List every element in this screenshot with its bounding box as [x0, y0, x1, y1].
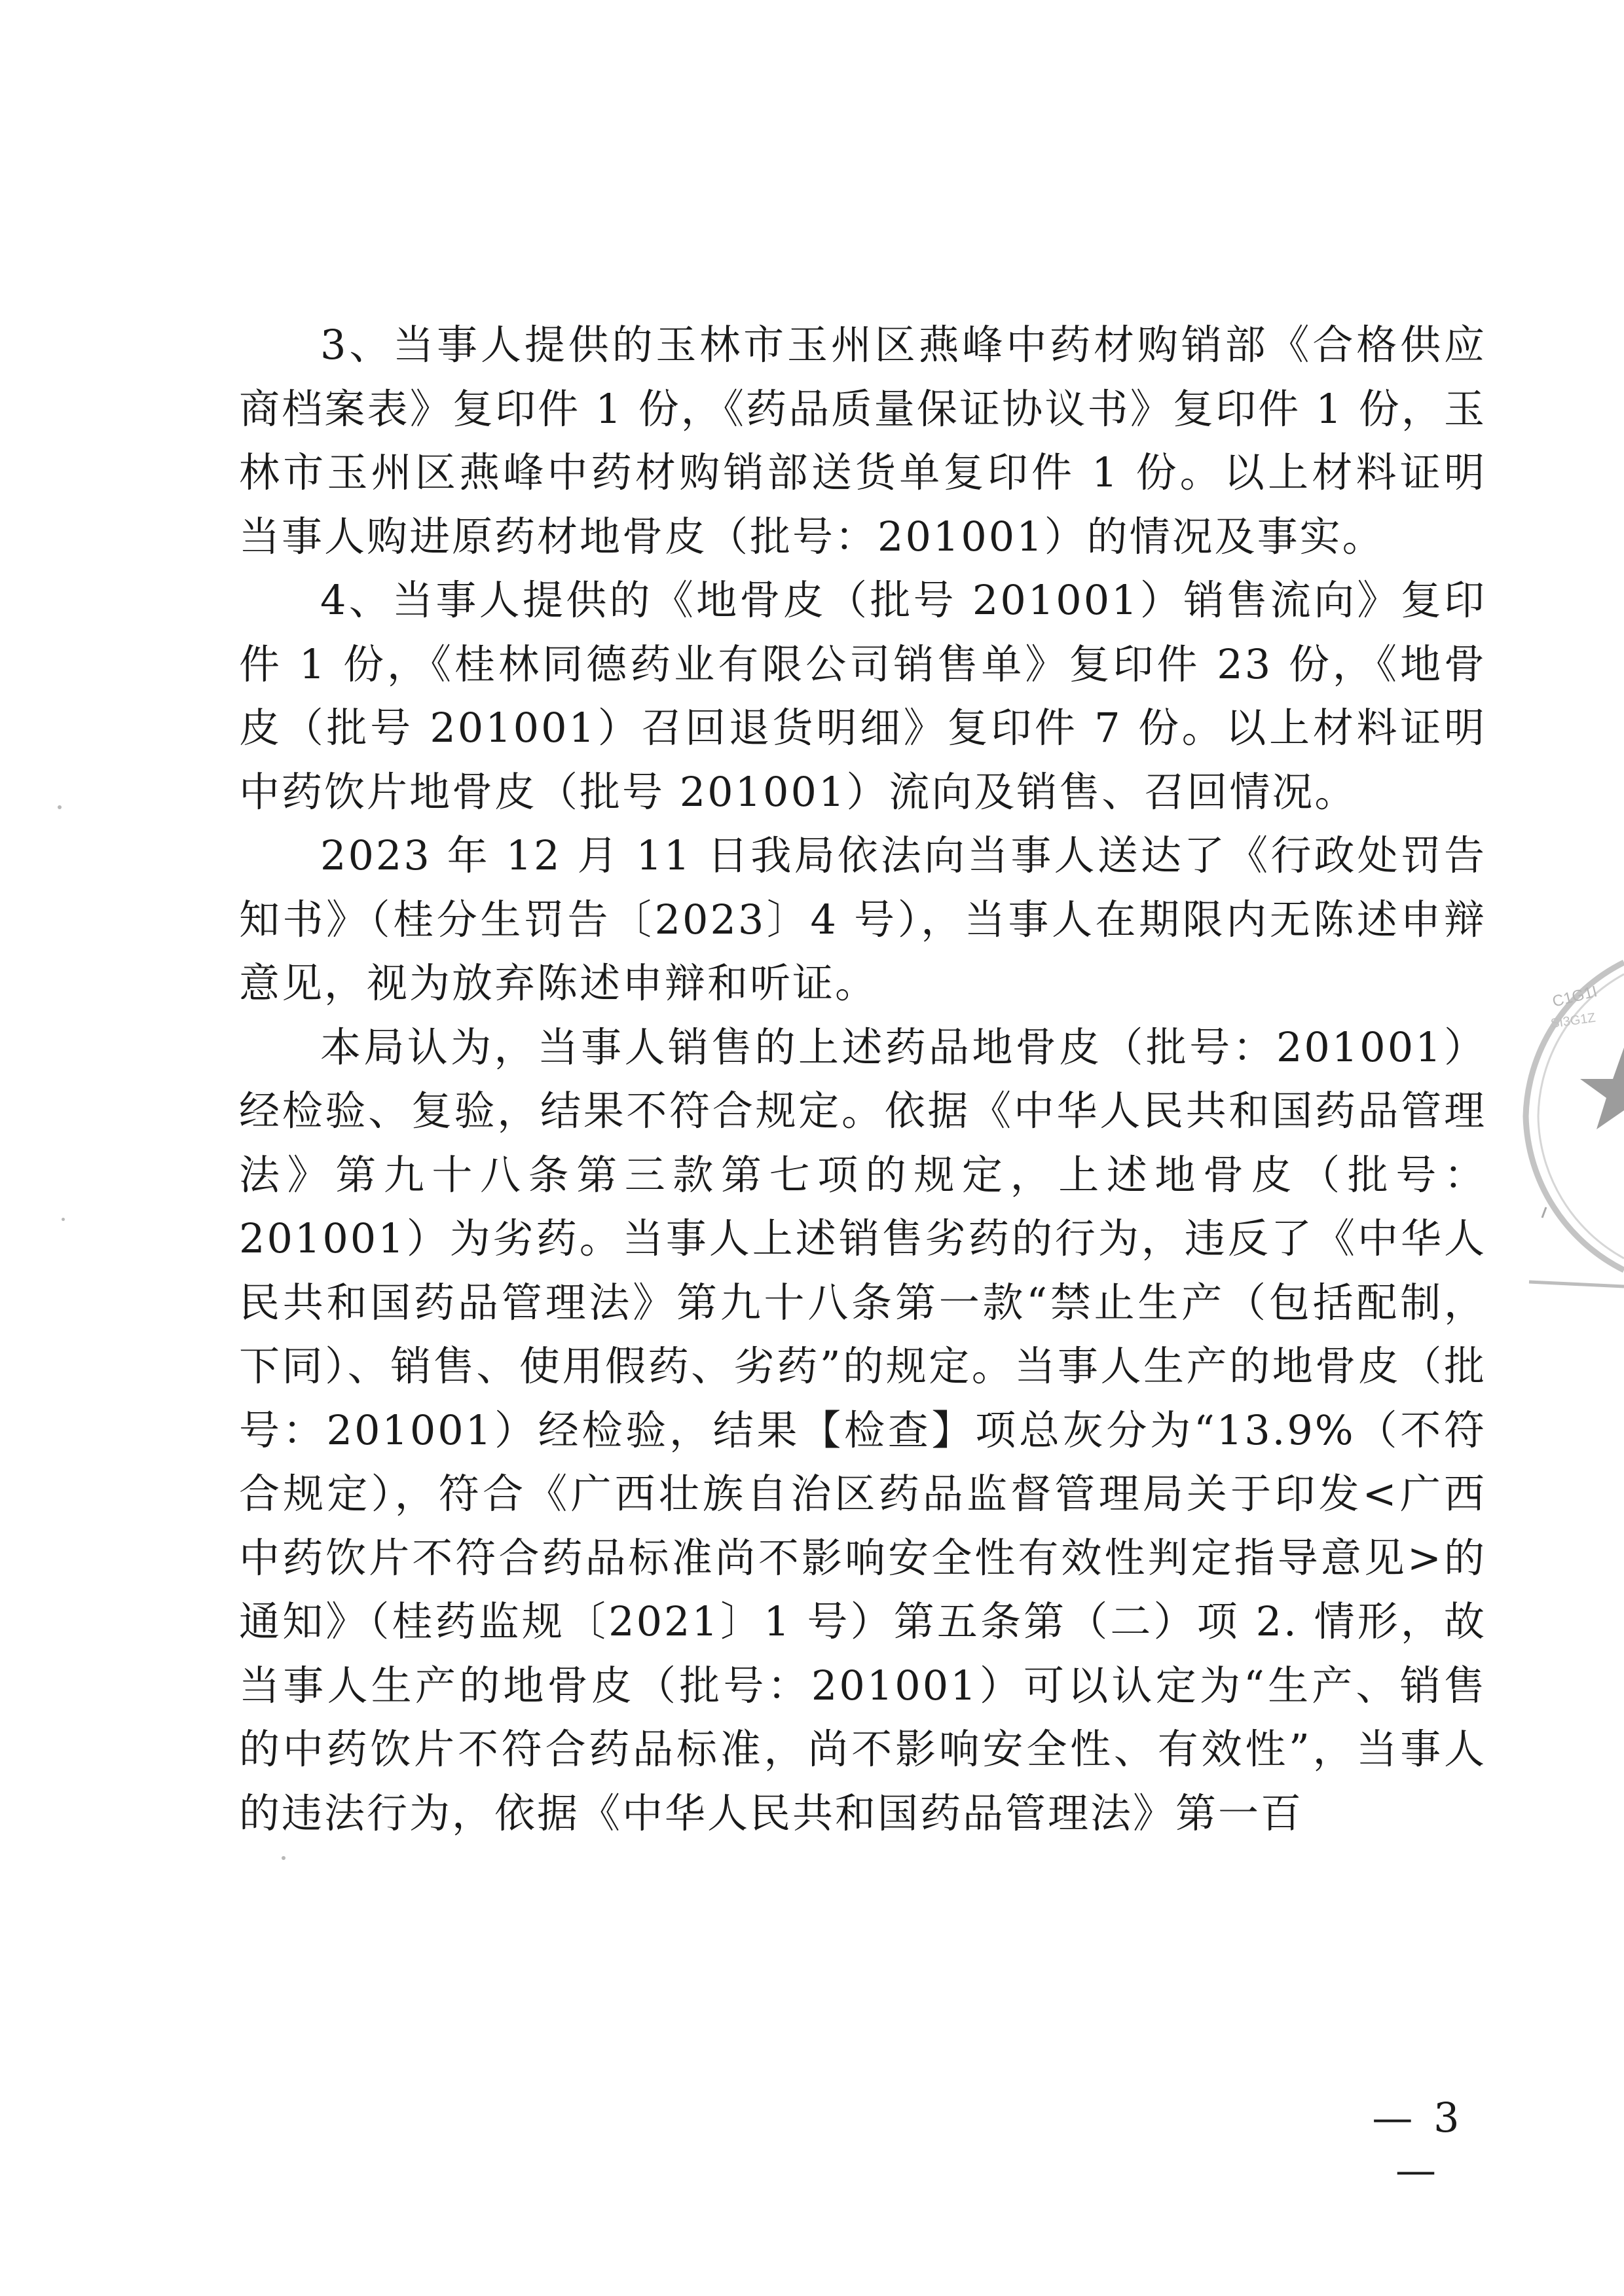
paragraph-item-3: 3、当事人提供的玉林市玉州区燕峰中药材购销部《合格供应商档案表》复印件 1 份，《药品质量保证协议书》复印件 1 份，玉林市玉州区燕峰中药材购销部送货单复印件 1 份。以上材料证明当事人购进原药材地骨皮（批号：201001）的情况及事实。	[239, 321, 1486, 560]
document-body	[239, 313, 1486, 1845]
paragraph-item-4: 4、当事人提供的《地骨皮（批号 201001）销售流向》复印件 1 份，《桂林同德药业有限公司销售单》复印件 23 份，《地骨皮（批号 201001）召回退货明细》复印件 7 份。以上材料证明中药饮片地骨皮（批号 201001）流向及销售、召回情况。	[239, 576, 1486, 816]
scan-speck	[62, 1218, 65, 1221]
paragraph-notice-served: 2023 年 12 月 11 日我局依法向当事人送达了《行政处罚告知书》（桂分生罚告〔2023〕4 号），当事人在期限内无陈述申辩意见，视为放弃陈述申辩和听证。	[239, 831, 1486, 1007]
seal-text-top: C1G1I	[1550, 982, 1599, 1011]
scan-speck	[58, 805, 62, 809]
page-number: — 3 —	[1372, 2094, 1464, 2194]
seal-text-bottom: SI3G1Z	[1549, 1010, 1596, 1031]
paragraph-bureau-finding: 本局认为，当事人销售的上述药品地骨皮（批号：201001）经检验、复验，结果不符合规定。依据《中华人民共和国药品管理法》第九十八条第三款第七项的规定，上述地骨皮（批号：201001）为劣药。当事人上述销售劣药的行为，违反了《中华人民共和国药品管理法》第九十八条第一款“禁止生产（包括配制，下同）、销售、使用假药、劣药”的规定。当事人生产的地骨皮（批号：201001）经检验，结果【检查】项总灰分为“13.9%（不符合规定），符合《广西壮族自治区药品监督管理局关于印发<广西中药饮片不符合药品标准尚不影响安全性有效性判定指导意见>的通知》（桂药监规〔2021〕1 号）第五条第（二）项 2. 情形，故当事人生产的地骨皮（批号：201001）可以认定为“生产、销售的中药饮片不符合药品标准，尚不影响安全性、有效性”，当事人的违法行为，依据《中华人民共和国药品管理法》第一百	[239, 1023, 1486, 1837]
seal-star-icon	[1580, 1048, 1624, 1129]
official-seal-stamp	[1522, 956, 1624, 1322]
scan-speck	[282, 1856, 286, 1860]
